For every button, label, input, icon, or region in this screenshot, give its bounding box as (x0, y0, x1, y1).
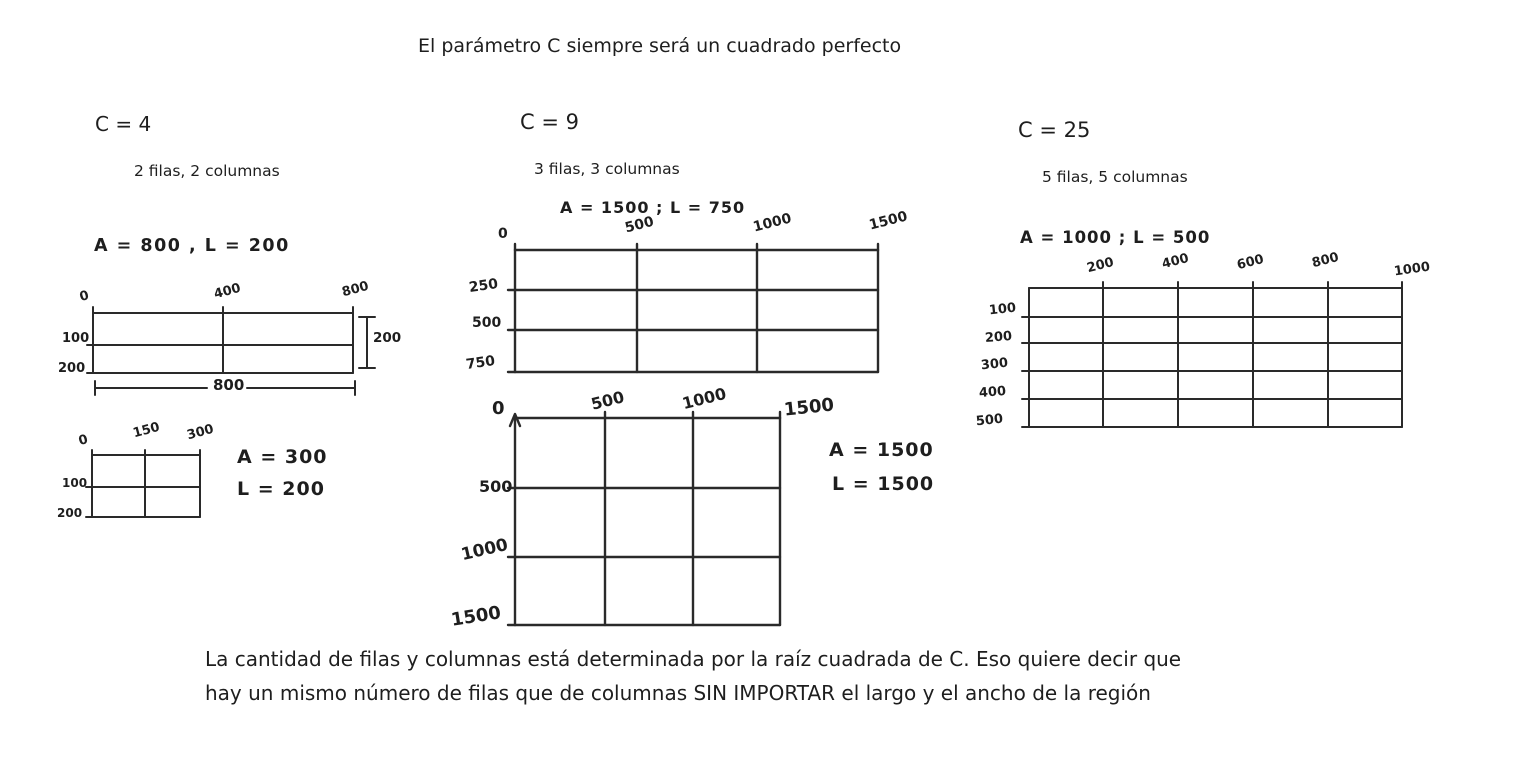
footer-note (205, 642, 1181, 710)
y-tick-label: 1500 (449, 602, 503, 631)
y-tick-label: 200 (58, 361, 86, 376)
x-tick-label: 0 (492, 398, 505, 419)
x-tick-label: 0 (498, 226, 508, 242)
section-c25-rows-cols: 5 filas, 5 columnas (1042, 168, 1188, 186)
x-tick-label: 400 (212, 280, 243, 303)
y-tick-label: 750 (464, 353, 497, 373)
x-tick-label: 1500 (867, 208, 910, 234)
section-c9-label: C = 9 (520, 110, 579, 134)
grid-c25 (1014, 275, 1414, 437)
y-tick-label: 250 (467, 276, 500, 296)
y-tick-label: 300 (980, 355, 1009, 374)
height-dimension-label: 200 (373, 330, 402, 346)
section-c4-rows-cols: 2 filas, 2 columnas (134, 162, 280, 180)
y-tick-label: 100 (62, 476, 88, 490)
section-c25-label: C = 25 (1018, 118, 1091, 142)
x-tick-label: 300 (185, 421, 216, 444)
x-tick-label: 150 (131, 419, 162, 442)
section-c9-params: A = 1500 ; L = 750 (560, 198, 746, 217)
section-c4-params: A = 800 , L = 200 (94, 236, 290, 256)
grid-c9-length-label: L = 1500 (832, 473, 935, 495)
x-tick-label: 0 (78, 288, 91, 305)
section-c25-params: A = 1000 ; L = 500 (1020, 228, 1211, 247)
y-tick-label: 200 (57, 506, 83, 520)
x-tick-label: 0 (77, 432, 90, 449)
y-tick-label: 100 (988, 300, 1017, 319)
grid-c9-top (500, 235, 895, 380)
x-tick-label: 800 (340, 278, 371, 301)
y-tick-label: 500 (479, 477, 513, 496)
grid-c9-area-label: A = 1500 (829, 439, 934, 461)
width-dimension-label: 800 (213, 376, 245, 394)
x-tick-label: 1500 (782, 394, 836, 421)
y-tick-label: 500 (975, 411, 1004, 430)
footer-line-1: La cantidad de filas y columnas está determinada por la raíz cuadrada de C. Eso quiere decir que (205, 647, 1182, 671)
x-tick-label: 1000 (1393, 259, 1431, 280)
y-tick-label: 100 (62, 331, 90, 346)
y-tick-label: 1000 (459, 534, 510, 566)
x-tick-label: 1000 (680, 383, 729, 414)
x-tick-label: 500 (623, 213, 656, 237)
y-tick-label: 500 (472, 315, 502, 331)
x-tick-label: 800 (1310, 249, 1341, 272)
y-tick-label: 400 (978, 384, 1007, 401)
page-title: El parámetro C siempre será un cuadrado perfecto (418, 35, 902, 57)
footer-line-2: hay un mismo número de filas que de columnas SIN IMPORTAR el largo y el ancho de la región (205, 681, 1151, 705)
y-tick-label: 200 (984, 329, 1013, 346)
x-tick-label: 500 (589, 387, 627, 414)
section-c4-label: C = 4 (95, 112, 152, 136)
section-c9-rows-cols: 3 filas, 3 columnas (534, 160, 680, 178)
x-tick-label: 200 (1085, 254, 1116, 277)
grid-small-area-label: A = 300 (237, 446, 328, 468)
grid-small-length-label: L = 200 (237, 478, 325, 500)
x-tick-label: 400 (1160, 250, 1191, 273)
grid-c9-bottom (500, 405, 795, 633)
x-tick-label: 600 (1235, 251, 1266, 274)
grid-c4-small (70, 440, 220, 530)
x-tick-label: 1000 (751, 210, 794, 236)
